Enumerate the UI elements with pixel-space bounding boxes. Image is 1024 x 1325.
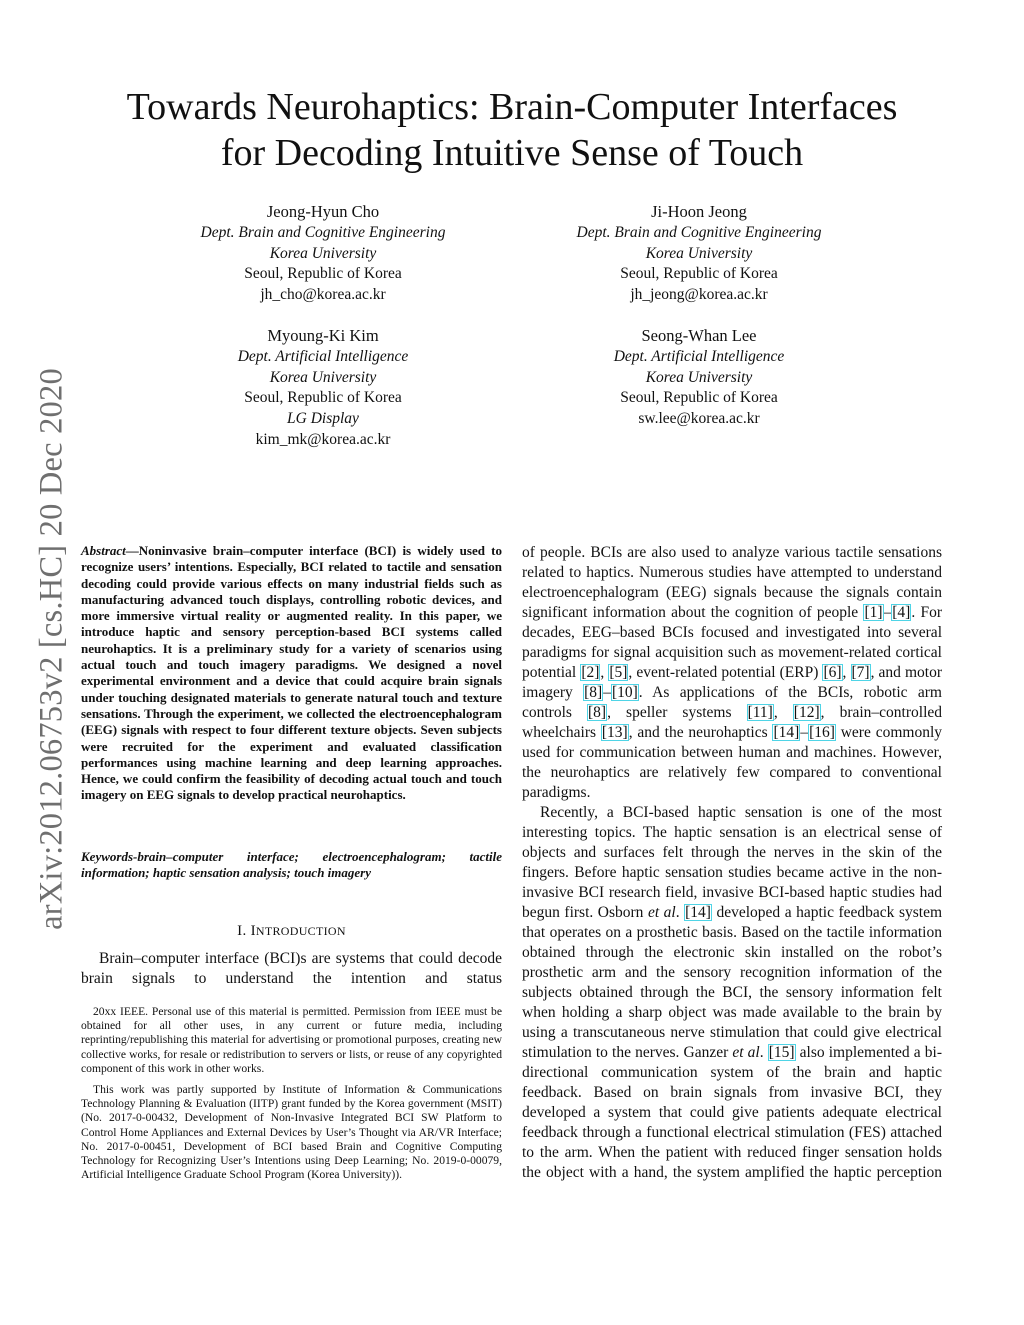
author-location: Seoul, Republic of Korea — [244, 265, 402, 283]
citation-link[interactable]: [14] — [685, 904, 711, 921]
citation-link[interactable]: [2] — [581, 664, 600, 681]
author-university: Korea University — [269, 244, 377, 262]
citation-link[interactable]: [4] — [892, 604, 911, 621]
citation-link[interactable]: [8] — [584, 684, 603, 701]
author-university: Korea University — [645, 244, 753, 262]
citation-link[interactable]: [16] — [809, 724, 835, 741]
citation-link[interactable]: [10] — [611, 684, 638, 701]
author-dept: Dept. Brain and Cognitive Engineering — [200, 223, 446, 241]
citation-link[interactable]: [6] — [823, 664, 842, 681]
citation-link[interactable]: [12] — [793, 704, 820, 721]
section-number: I. — [237, 923, 247, 939]
author-university: Korea University — [645, 368, 753, 386]
body-paragraph — [522, 543, 942, 803]
text-run: developed a haptic feedback system that operates on a prosthetic basis. Based on the tactile information obtained through the electronic skin installed on the robot’s prosthetic arm and the sensory recognition information of the subjects obtained through the BCI, the sensory information felt when holding a sharp object was made available to the brain by using a transcutaneous nerve stimulation that could give electrical stimulation to the nerves. Ganzer — [522, 904, 943, 1061]
author-email: kim_mk@korea.ac.kr — [255, 430, 391, 448]
citation-link[interactable]: [11] — [747, 704, 773, 721]
text-run: . For decades, EEG–based BCIs focused and investigated into several paradigms for signal acquisition such as movement-related cortical potential — [522, 604, 942, 681]
text-run: Recently, a BCI-based haptic sensation is one of the most interesting topics. The haptic sensation is an electrical sense of objects and surfaces felt through the nerves in the skin of the fingers. Before haptic sensation studies became active in the non-invasive BCI research field, invasive BCI-based haptic studies had begun first. Osborn — [522, 804, 942, 921]
author-block — [519, 326, 879, 430]
author-dept: Dept. Artificial Intelligence — [237, 347, 409, 365]
text-run: were commonly used for communication between human and machines. However, the neurohaptics are relatively few compared to conventional paradigms. — [522, 724, 942, 801]
author-email: jh_cho@korea.ac.kr — [260, 286, 386, 304]
author-dept: Dept. Brain and Cognitive Engineering — [576, 223, 822, 241]
section-heading — [81, 922, 502, 940]
abstract-label: Abstract — [81, 543, 126, 558]
paper-title-line-2: for Decoding Intuitive Sense of Touch — [220, 132, 804, 174]
author-email: sw.lee@korea.ac.kr — [638, 410, 760, 428]
text-run: , speller systems — [607, 704, 747, 721]
citation-link[interactable]: [1] — [864, 604, 883, 621]
citation-link[interactable]: [7] — [851, 664, 870, 681]
author-location: Seoul, Republic of Korea — [620, 389, 778, 407]
section-title-rest: NTRODUCTION — [255, 924, 346, 938]
arxiv-identifier: arXiv:2012.06753v2 [cs.HC] 20 Dec 2020 — [33, 368, 70, 930]
author-name: Jeong-Hyun Cho — [266, 202, 380, 221]
author-location: Seoul, Republic of Korea — [244, 389, 402, 407]
paper-title-line-1: Towards Neurohaptics: Brain-Computer Interfaces — [126, 86, 898, 128]
text-run: . — [759, 1044, 768, 1061]
author-university: Korea University — [269, 368, 377, 386]
citation-link[interactable]: [5] — [609, 664, 628, 681]
author-name: Ji-Hoon Jeong — [651, 202, 747, 221]
abstract — [81, 543, 502, 804]
author-block — [519, 202, 879, 306]
text-run: , — [600, 664, 609, 681]
citation-link[interactable]: [15] — [768, 1044, 795, 1061]
et-al: et al — [732, 1044, 760, 1061]
text-run: – — [883, 604, 892, 621]
section-title-initial: I — [250, 923, 256, 939]
author-dept: Dept. Artificial Intelligence — [613, 347, 785, 365]
text-run: , and motor imagery — [522, 664, 942, 701]
funding-footnote: This work was partly supported by Institute of Information & Communications Technology Planning & Evaluation (IITP) grant funded by the Korea government (MSIT) (No. 2017-0-00432, Development of Non-Invasive Integrated BCI SW Platform to Control Home Appliances and External Devices by User’s Thought via AR/VR Interface; No. 2017-0-00451, Development of BCI based Brain and Cognitive Computing Technology for Recognizing User’s Intentions using Deep Learning; No. 2019-0-00079, Artificial Intelligence Graduate School Program (Korea University)). — [81, 1083, 502, 1182]
et-al: et al — [647, 904, 676, 921]
author-organization: LG Display — [287, 410, 359, 428]
text-run: . — [675, 904, 685, 921]
text-run: – — [800, 724, 809, 741]
keywords: Keywords-brain–computer interface; electroencephalogram; tactile information; haptic sensation analysis; touch imagery — [81, 849, 502, 881]
text-run: , — [842, 664, 851, 681]
text-run: of people. BCIs are also used to analyze various tactile sensations related to haptics. Numerous studies have attempted to understand electroencephalogram (EEG) signals because the signals contain significant information about the cognition of people — [522, 544, 942, 621]
author-block — [143, 202, 503, 306]
body-paragraph — [522, 803, 942, 1183]
text-run: – — [603, 684, 611, 701]
text-run: . As applications of the BCIs, robotic arm controls — [522, 684, 942, 721]
author-block — [143, 326, 503, 451]
text-run: , event-related potential (ERP) — [628, 664, 823, 681]
text-run: , and the neurohaptics — [628, 724, 773, 741]
author-name: Seong-Whan Lee — [641, 326, 757, 345]
author-location: Seoul, Republic of Korea — [620, 265, 778, 283]
text-run: , — [773, 704, 793, 721]
citation-link[interactable]: [8] — [588, 704, 607, 721]
citation-link[interactable]: [13] — [601, 724, 628, 741]
text-run: , brain–controlled wheelchairs — [522, 704, 943, 741]
intro-paragraph: Brain–computer interface (BCI)s are systems that could decode brain signals to understand the intention and status — [81, 950, 502, 987]
citation-link[interactable]: [14] — [773, 724, 800, 741]
text-run: also implemented a bi-directional communication system of the brain and haptic feedback. Based on brain signals from invasive BCI, they developed a system that could give patients adequate electrical feedback through a functional electrical stimulation (FES) attached to the arm. When the patient with reduced finger sensation holds the object with a hand, the system amplified the haptic perception — [522, 1044, 942, 1181]
copyright-footnote: 20xx IEEE. Personal use of this material is permitted. Permission from IEEE must be obtained for all other uses, in any current or future media, including reprinting/republishing this material for advertising or promotional purposes, creating new collective works, for resale or redistribution to servers or lists, or reuse of any copyrighted component of this work in other works. — [81, 1005, 502, 1075]
abstract-text: —Noninvasive brain–computer interface (BCI) is widely used to recognize users’ intentions. Especially, BCI related to tactile and sensation decoding could provide various effects on many industrial fields such as manufacturing advanced touch displays, controlling robotic devices, and more immersive virtual reality or augmented reality. In this paper, we introduce haptic and sensory perception-based BCI systems called neurohaptics. It is a preliminary study for a variety of scenarios using actual touch and touch imagery paradigms. We designed a novel experimental environment and a device that could acquire brain signals under touching designated materials to generate natural touch and texture sensations. Through the experiment, we collected the electroencephalogram (EEG) signals with respect to four different texture objects. Seven subjects were recruited for the experiment and evaluated classification performances using machine learning and deep learning approaches. Hence, we could confirm the feasibility of decoding actual touch and touch imagery on EEG signals to develop practical neurohaptics. — [81, 543, 502, 803]
author-name: Myoung-Ki Kim — [267, 326, 379, 345]
author-email: jh_jeong@korea.ac.kr — [630, 286, 768, 304]
